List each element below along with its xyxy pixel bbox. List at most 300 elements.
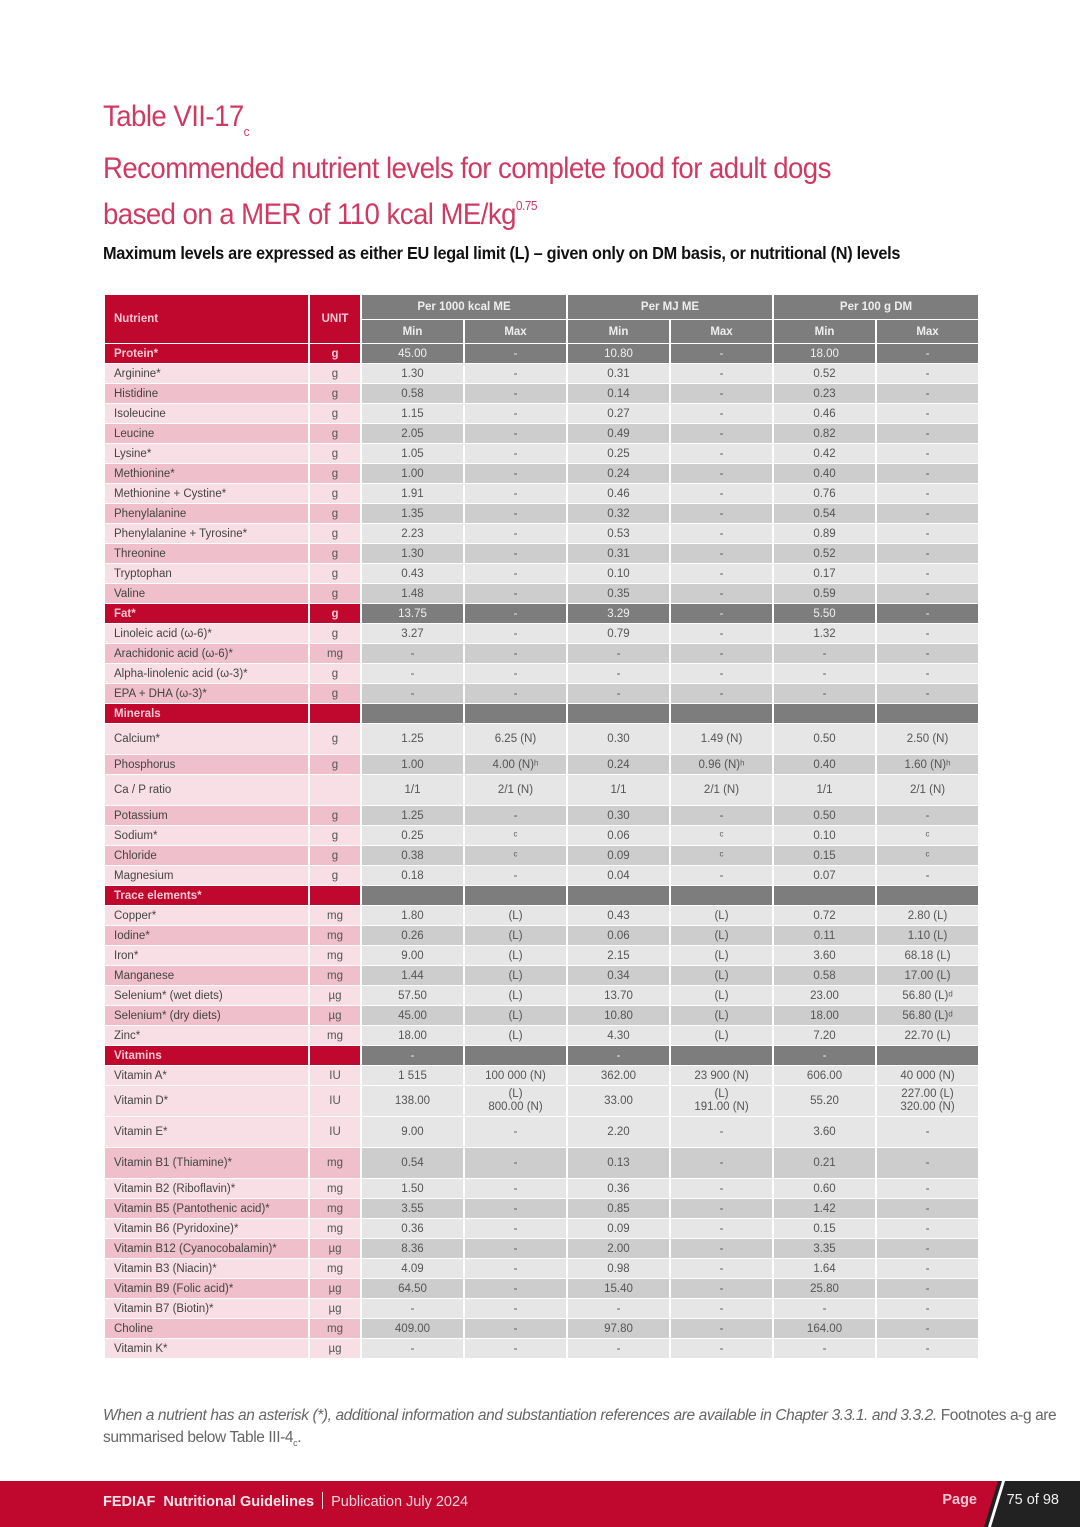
value-mj-min: 1/1 xyxy=(568,775,669,805)
value-dm-max: 1.10 (L) xyxy=(877,926,978,945)
table-row xyxy=(105,1066,978,1085)
nutrient-unit: mg xyxy=(310,1026,360,1045)
value-kcal-min: 1/1 xyxy=(362,775,463,805)
value-mj-min: 15.40 xyxy=(568,1279,669,1298)
value-mj-max: ᶜ xyxy=(671,826,772,845)
footnote-period: . xyxy=(297,1429,302,1446)
value-mj-min: 0.14 xyxy=(568,384,669,403)
value-mj-max: - xyxy=(671,1299,772,1318)
value-kcal-min: 45.00 xyxy=(362,1006,463,1025)
table-row xyxy=(105,846,978,865)
nutrient-unit: g xyxy=(310,624,360,643)
table-section-row xyxy=(105,1046,978,1065)
value-mj-max: 0.96 (N)ʰ xyxy=(671,755,772,774)
value-mj-min: 0.30 xyxy=(568,806,669,825)
nutrient-unit: mg xyxy=(310,644,360,663)
value-mj-min: 0.24 xyxy=(568,755,669,774)
table-row xyxy=(105,664,978,683)
table-row xyxy=(105,684,978,703)
value-dm-min: 0.50 xyxy=(774,806,875,825)
nutrient-name: Ca / P ratio xyxy=(105,775,308,805)
value-dm-min: 0.72 xyxy=(774,906,875,925)
value-dm-min: 0.11 xyxy=(774,926,875,945)
value-mj-max: 2/1 (N) xyxy=(671,775,772,805)
table-row xyxy=(105,866,978,885)
value-dm-min: 0.21 xyxy=(774,1148,875,1178)
value-dm-max: - xyxy=(877,1219,978,1238)
nutrient-table xyxy=(103,294,980,1359)
value-mj-max: - xyxy=(671,1148,772,1178)
value-dm-min xyxy=(774,886,875,905)
nutrient-unit: µg xyxy=(310,1006,360,1025)
value-dm-max: - xyxy=(877,504,978,523)
value-kcal-min: 9.00 xyxy=(362,1117,463,1147)
nutrient-unit xyxy=(310,1046,360,1065)
value-dm-max: 22.70 (L) xyxy=(877,1026,978,1045)
value-dm-min: 7.20 xyxy=(774,1026,875,1045)
value-dm-min: 1/1 xyxy=(774,775,875,805)
value-dm-min: 3.60 xyxy=(774,946,875,965)
value-dm-min: - xyxy=(774,1339,875,1358)
value-dm-min: 0.23 xyxy=(774,384,875,403)
nutrient-name: Vitamin A* xyxy=(105,1066,308,1085)
value-dm-max: 1.60 (N)ʰ xyxy=(877,755,978,774)
value-mj-min: 0.25 xyxy=(568,444,669,463)
value-mj-min: 0.49 xyxy=(568,424,669,443)
table-id xyxy=(103,98,831,150)
value-dm-min: 0.76 xyxy=(774,484,875,503)
value-mj-min: - xyxy=(568,664,669,683)
value-kcal-min: 1.44 xyxy=(362,966,463,985)
value-kcal-max: (L) xyxy=(465,906,566,925)
value-mj-min: 0.04 xyxy=(568,866,669,885)
value-dm-max: - xyxy=(877,404,978,423)
value-dm-max xyxy=(877,1046,978,1065)
table-row xyxy=(105,484,978,503)
table-id-subscript: c xyxy=(243,124,250,139)
value-dm-min xyxy=(774,704,875,723)
value-dm-max: ᶜ xyxy=(877,826,978,845)
value-kcal-min: 3.55 xyxy=(362,1199,463,1218)
nutrient-unit: IU xyxy=(310,1066,360,1085)
value-dm-max: 56.80 (L)ᵈ xyxy=(877,1006,978,1025)
value-dm-min: 0.17 xyxy=(774,564,875,583)
nutrient-name: Magnesium xyxy=(105,866,308,885)
column-group-per-1000-kcal: Per 1000 kcal ME xyxy=(362,295,566,319)
value-mj-max: ᶜ xyxy=(671,846,772,865)
table-row xyxy=(105,644,978,663)
value-mj-max: - xyxy=(671,866,772,885)
nutrient-name: Isoleucine xyxy=(105,404,308,423)
value-kcal-min: - xyxy=(362,1299,463,1318)
nutrient-unit: mg xyxy=(310,1199,360,1218)
footer-brand: FEDIAF xyxy=(103,1494,156,1510)
value-mj-max: (L) xyxy=(671,926,772,945)
value-dm-max: - xyxy=(877,1117,978,1147)
value-dm-min: - xyxy=(774,1299,875,1318)
table-row xyxy=(105,1259,978,1278)
nutrient-unit xyxy=(310,704,360,723)
nutrient-unit: g xyxy=(310,724,360,754)
value-dm-max: - xyxy=(877,866,978,885)
value-dm-min: 0.59 xyxy=(774,584,875,603)
value-kcal-max: - xyxy=(465,524,566,543)
value-mj-max: - xyxy=(671,444,772,463)
value-dm-max: - xyxy=(877,524,978,543)
nutrient-name: Sodium* xyxy=(105,826,308,845)
value-kcal-min: 1.25 xyxy=(362,724,463,754)
value-mj-max xyxy=(671,886,772,905)
value-kcal-min: 18.00 xyxy=(362,1026,463,1045)
value-mj-min: 0.09 xyxy=(568,846,669,865)
value-dm-min: 3.35 xyxy=(774,1239,875,1258)
table-footnote xyxy=(103,1405,1080,1454)
value-dm-min: 25.80 xyxy=(774,1279,875,1298)
value-dm-max: 68.18 (L) xyxy=(877,946,978,965)
value-mj-min: 13.70 xyxy=(568,986,669,1005)
nutrient-unit xyxy=(310,775,360,805)
nutrient-unit: g xyxy=(310,364,360,383)
nutrient-name: Iodine* xyxy=(105,926,308,945)
value-kcal-max: - xyxy=(465,364,566,383)
value-dm-min: 0.52 xyxy=(774,544,875,563)
value-dm-max: - xyxy=(877,806,978,825)
nutrient-unit: g xyxy=(310,755,360,774)
nutrient-name: Selenium* (wet diets) xyxy=(105,986,308,1005)
table-section-row xyxy=(105,886,978,905)
title-exponent: 0.75 xyxy=(515,198,537,213)
table-row xyxy=(105,946,978,965)
nutrient-name: Manganese xyxy=(105,966,308,985)
value-dm-min: 1.32 xyxy=(774,624,875,643)
value-dm-max: - xyxy=(877,364,978,383)
value-mj-min: 0.32 xyxy=(568,504,669,523)
value-mj-max: - xyxy=(671,564,772,583)
value-mj-min: 0.43 xyxy=(568,906,669,925)
nutrient-unit: g xyxy=(310,826,360,845)
nutrient-name: Copper* xyxy=(105,906,308,925)
value-kcal-max: (L) xyxy=(465,966,566,985)
value-kcal-min: 0.25 xyxy=(362,826,463,845)
value-dm-max: - xyxy=(877,424,978,443)
nutrient-name: Histidine xyxy=(105,384,308,403)
value-dm-max: 17.00 (L) xyxy=(877,966,978,985)
value-mj-min: 0.09 xyxy=(568,1219,669,1238)
value-kcal-max: - xyxy=(465,464,566,483)
value-kcal-max: - xyxy=(465,504,566,523)
value-kcal-min: 1.00 xyxy=(362,755,463,774)
nutrient-name: Linoleic acid (ω-6)* xyxy=(105,624,308,643)
value-kcal-min: 0.26 xyxy=(362,926,463,945)
value-kcal-max: - xyxy=(465,866,566,885)
value-dm-max: - xyxy=(877,604,978,623)
value-dm-min: 606.00 xyxy=(774,1066,875,1085)
value-mj-min: 0.10 xyxy=(568,564,669,583)
nutrient-name: Minerals xyxy=(105,704,308,723)
table-row xyxy=(105,584,978,603)
nutrient-name: Vitamin B1 (Thiamine)* xyxy=(105,1148,308,1178)
footer-guidelines-title: Nutritional Guidelines xyxy=(163,1494,315,1510)
table-row xyxy=(105,826,978,845)
value-kcal-min: 0.36 xyxy=(362,1219,463,1238)
value-kcal-min: 0.54 xyxy=(362,1148,463,1178)
value-kcal-min: 1.05 xyxy=(362,444,463,463)
value-mj-max: - xyxy=(671,806,772,825)
value-kcal-max: - xyxy=(465,564,566,583)
value-dm-min: 0.46 xyxy=(774,404,875,423)
table-id-text: Table VII-17 xyxy=(103,100,244,133)
value-mj-max: - xyxy=(671,644,772,663)
value-mj-max: - xyxy=(671,504,772,523)
value-kcal-min: 4.09 xyxy=(362,1259,463,1278)
value-kcal-min: 1.30 xyxy=(362,364,463,383)
value-dm-min: 0.15 xyxy=(774,846,875,865)
value-mj-min: 10.80 xyxy=(568,1006,669,1025)
column-header-max: Max xyxy=(671,320,772,343)
value-kcal-min: 1.15 xyxy=(362,404,463,423)
nutrient-name: Phosphorus xyxy=(105,755,308,774)
value-mj-max: (L) xyxy=(671,1026,772,1045)
value-mj-min: 0.06 xyxy=(568,826,669,845)
value-kcal-min: 8.36 xyxy=(362,1239,463,1258)
value-dm-min: 0.54 xyxy=(774,504,875,523)
value-kcal-min: 1.91 xyxy=(362,484,463,503)
nutrient-name: Leucine xyxy=(105,424,308,443)
nutrient-name: Alpha-linolenic acid (ω-3)* xyxy=(105,664,308,683)
value-mj-max: - xyxy=(671,1199,772,1218)
table-row xyxy=(105,1148,978,1178)
value-mj-max: - xyxy=(671,604,772,623)
value-kcal-max: - xyxy=(465,604,566,623)
table-body xyxy=(105,344,978,1358)
value-mj-max: - xyxy=(671,464,772,483)
table-row xyxy=(105,1279,978,1298)
value-kcal-max: - xyxy=(465,404,566,423)
nutrient-name: Vitamin B2 (Riboflavin)* xyxy=(105,1179,308,1198)
value-mj-min: 0.31 xyxy=(568,544,669,563)
value-dm-max: 2.50 (N) xyxy=(877,724,978,754)
value-mj-min: 0.06 xyxy=(568,926,669,945)
nutrient-name: Chloride xyxy=(105,846,308,865)
nutrient-name: Phenylalanine + Tyrosine* xyxy=(105,524,308,543)
table-section-row xyxy=(105,604,978,623)
footnote-text: Footnotes a-g are summarised below Table III-4 xyxy=(103,1407,1057,1446)
nutrient-name: Calcium* xyxy=(105,724,308,754)
nutrient-name: Fat* xyxy=(105,604,308,623)
nutrient-unit: g xyxy=(310,846,360,865)
value-mj-min xyxy=(568,886,669,905)
footer-divider xyxy=(322,1492,323,1509)
value-dm-max: - xyxy=(877,624,978,643)
value-kcal-min: 64.50 xyxy=(362,1279,463,1298)
table-subtitle: Maximum levels are expressed as either EU legal limit (L) – given only on DM basis, or nutritional (N) levels xyxy=(103,243,901,263)
table-row xyxy=(105,1239,978,1258)
table-title-block xyxy=(103,98,894,233)
value-dm-max: - xyxy=(877,464,978,483)
value-dm-max: - xyxy=(877,544,978,563)
nutrient-unit: g xyxy=(310,866,360,885)
value-dm-min: 55.20 xyxy=(774,1086,875,1116)
nutrient-unit: mg xyxy=(310,946,360,965)
nutrient-unit: g xyxy=(310,664,360,683)
table-row xyxy=(105,624,978,643)
value-kcal-max: - xyxy=(465,664,566,683)
value-dm-max: 227.00 (L) 320.00 (N) xyxy=(877,1086,978,1116)
nutrient-unit: g xyxy=(310,524,360,543)
table-row xyxy=(105,1299,978,1318)
value-mj-max: - xyxy=(671,664,772,683)
table-row xyxy=(105,1199,978,1218)
value-kcal-max: - xyxy=(465,1148,566,1178)
column-group-per-mj: Per MJ ME xyxy=(568,295,772,319)
value-kcal-min: 3.27 xyxy=(362,624,463,643)
footnote-italic-text: When a nutrient has an asterisk (*), additional information and substantiation references are available in Chapter 3.3.1. and 3.3.2. xyxy=(103,1407,937,1424)
nutrient-unit: g xyxy=(310,564,360,583)
value-mj-min: 33.00 xyxy=(568,1086,669,1116)
value-kcal-min: 0.43 xyxy=(362,564,463,583)
nutrient-name: Methionine + Cystine* xyxy=(105,484,308,503)
nutrient-unit: g xyxy=(310,344,360,363)
value-kcal-max: - xyxy=(465,584,566,603)
nutrient-name: Vitamin K* xyxy=(105,1339,308,1358)
table-row xyxy=(105,424,978,443)
nutrient-name: Vitamin B9 (Folic acid)* xyxy=(105,1279,308,1298)
nutrient-name: Methionine* xyxy=(105,464,308,483)
value-kcal-max: - xyxy=(465,1339,566,1358)
value-mj-min: 0.79 xyxy=(568,624,669,643)
column-header-max: Max xyxy=(877,320,978,343)
value-kcal-max: - xyxy=(465,424,566,443)
column-group-per-100g-dm: Per 100 g DM xyxy=(774,295,978,319)
nutrient-name: Vitamin E* xyxy=(105,1117,308,1147)
value-mj-min: 362.00 xyxy=(568,1066,669,1085)
table-row xyxy=(105,384,978,403)
value-kcal-min: - xyxy=(362,664,463,683)
value-mj-max: - xyxy=(671,1239,772,1258)
value-mj-max: - xyxy=(671,684,772,703)
nutrient-unit xyxy=(310,886,360,905)
value-kcal-max: - xyxy=(465,1259,566,1278)
footnote-subscript: c xyxy=(293,1438,298,1448)
value-dm-min: 0.82 xyxy=(774,424,875,443)
value-kcal-min xyxy=(362,704,463,723)
nutrient-name: Iron* xyxy=(105,946,308,965)
table-row xyxy=(105,1339,978,1358)
nutrient-name: Vitamin D* xyxy=(105,1086,308,1116)
value-mj-min: 2.20 xyxy=(568,1117,669,1147)
nutrient-unit: µg xyxy=(310,1299,360,1318)
value-mj-min: 0.46 xyxy=(568,484,669,503)
table-row xyxy=(105,444,978,463)
nutrient-unit: mg xyxy=(310,1319,360,1338)
value-mj-min: 10.80 xyxy=(568,344,669,363)
value-kcal-min: 13.75 xyxy=(362,604,463,623)
nutrient-unit: mg xyxy=(310,1259,360,1278)
page-label: Page xyxy=(942,1492,977,1508)
value-dm-max: - xyxy=(877,1319,978,1338)
value-dm-max xyxy=(877,704,978,723)
table-row xyxy=(105,806,978,825)
nutrient-unit: g xyxy=(310,584,360,603)
value-kcal-max: 6.25 (N) xyxy=(465,724,566,754)
value-mj-min: - xyxy=(568,1046,669,1065)
value-kcal-min: - xyxy=(362,1046,463,1065)
value-kcal-max: - xyxy=(465,1199,566,1218)
nutrient-name: Zinc* xyxy=(105,1026,308,1045)
value-kcal-min: 45.00 xyxy=(362,344,463,363)
nutrient-unit: mg xyxy=(310,1148,360,1178)
value-mj-max: - xyxy=(671,524,772,543)
value-kcal-max xyxy=(465,886,566,905)
value-dm-min: 0.40 xyxy=(774,755,875,774)
value-mj-max: - xyxy=(671,544,772,563)
table-row xyxy=(105,504,978,523)
table-section-row xyxy=(105,344,978,363)
table-row xyxy=(105,1086,978,1116)
value-dm-max: 40 000 (N) xyxy=(877,1066,978,1085)
value-mj-min: 0.98 xyxy=(568,1259,669,1278)
value-kcal-max: - xyxy=(465,806,566,825)
nutrient-unit: mg xyxy=(310,926,360,945)
value-dm-min: 0.89 xyxy=(774,524,875,543)
value-dm-max: - xyxy=(877,384,978,403)
value-kcal-max: ᶜ xyxy=(465,826,566,845)
value-kcal-max: 2/1 (N) xyxy=(465,775,566,805)
value-mj-max: (L) xyxy=(671,906,772,925)
table-row xyxy=(105,1319,978,1338)
column-header-min: Min xyxy=(568,320,669,343)
nutrient-name: Valine xyxy=(105,584,308,603)
value-kcal-min: 409.00 xyxy=(362,1319,463,1338)
value-mj-min: 97.80 xyxy=(568,1319,669,1338)
value-kcal-min: 1.50 xyxy=(362,1179,463,1198)
value-kcal-min: 2.05 xyxy=(362,424,463,443)
value-mj-min: 0.36 xyxy=(568,1179,669,1198)
table-row xyxy=(105,755,978,774)
value-kcal-max: ᶜ xyxy=(465,846,566,865)
nutrient-unit: g xyxy=(310,464,360,483)
value-mj-min: 0.31 xyxy=(568,364,669,383)
nutrient-name: Trace elements* xyxy=(105,886,308,905)
value-mj-min: - xyxy=(568,1299,669,1318)
nutrient-unit: g xyxy=(310,504,360,523)
nutrient-unit: µg xyxy=(310,1239,360,1258)
value-dm-min: 0.52 xyxy=(774,364,875,383)
value-mj-max: - xyxy=(671,344,772,363)
nutrient-name: Potassium xyxy=(105,806,308,825)
value-kcal-max: (L) xyxy=(465,926,566,945)
value-mj-max: - xyxy=(671,1259,772,1278)
nutrient-name: Phenylalanine xyxy=(105,504,308,523)
value-dm-max: - xyxy=(877,1148,978,1178)
value-mj-max: - xyxy=(671,584,772,603)
value-mj-min: 0.53 xyxy=(568,524,669,543)
value-mj-max: - xyxy=(671,1117,772,1147)
table-row xyxy=(105,724,978,754)
value-kcal-max: (L) 800.00 (N) xyxy=(465,1086,566,1116)
value-kcal-min: 1.30 xyxy=(362,544,463,563)
value-dm-max: - xyxy=(877,444,978,463)
value-mj-max: - xyxy=(671,404,772,423)
value-kcal-min: 1.48 xyxy=(362,584,463,603)
table-row xyxy=(105,1006,978,1025)
nutrient-unit: g xyxy=(310,384,360,403)
value-kcal-max: - xyxy=(465,484,566,503)
value-mj-min: - xyxy=(568,644,669,663)
value-mj-max: 1.49 (N) xyxy=(671,724,772,754)
value-dm-max: - xyxy=(877,664,978,683)
value-dm-max: - xyxy=(877,1279,978,1298)
